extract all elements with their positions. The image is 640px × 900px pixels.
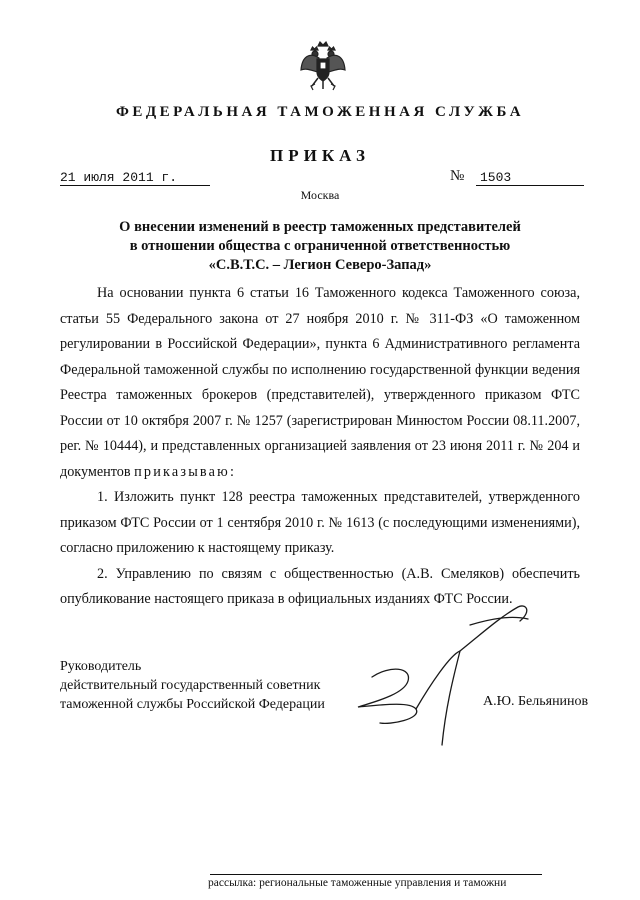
signatory-position	[60, 657, 325, 714]
paragraph-item-1: 1. Изложить пункт 128 реестра таможенных представителей, утвержденного приказом ФТС России от 1 сентября 2010 г. № 1613 (с последующими изменениями), согласно приложению к настоящему приказу.	[60, 489, 580, 556]
distribution-note: рассылка: региональные таможенные управления и таможни	[208, 877, 507, 889]
title-line-1: О внесении изменений в реестр таможенных представителей	[119, 219, 521, 235]
issue-city: Москва	[300, 188, 340, 202]
signatory-name: А.Ю. Бельянинов	[483, 694, 589, 709]
paragraph-basis-text: На основании пункта 6 статьи 16 Таможенного кодекса Таможенного союза, статьи 55 Федерального закона от 27 ноября 2010 г. № 311-ФЗ «О таможенном регулировании в Российской Федерации», пункта 6 Административного регламента Федеральной таможенной службы по исполнению государственной функции ведения Реестра таможенных брокеров (представителей), утвержденного приказом ФТС России от 10 октября 2007 г. № 1257 (зарегистрирован Минюстом России 08.11.2007, рег. № 10444), и представленных организацией заявления от 23 июня 2011 г. № 204 и документов	[60, 285, 580, 480]
order-keyword: приказываю:	[134, 463, 237, 480]
number-sign: №	[450, 168, 465, 184]
coat-of-arms-icon	[298, 40, 348, 92]
paragraph-item-2: 2. Управлению по связям с общественностью (А.В. Смеляков) обеспечить опубликование настоящего приказа в официальных изданиях ФТС России.	[60, 565, 580, 607]
agency-name: ФЕДЕРАЛЬНАЯ ТАМОЖЕННАЯ СЛУЖБА	[115, 104, 525, 120]
order-number: 1503	[476, 170, 584, 186]
signatory-line-1: Руководитель	[60, 659, 142, 674]
footer-divider	[210, 874, 542, 875]
title-line-2: в отношении общества с ограниченной ответственностью	[129, 238, 511, 254]
paragraph-basis	[60, 281, 580, 485]
document-title	[0, 218, 640, 275]
handwritten-signature	[350, 585, 540, 755]
signatory-line-2: действительный государственный советник	[60, 678, 321, 693]
title-line-3: «С.В.Т.С. – Легион Северо-Запад»	[208, 257, 432, 273]
document-body	[60, 281, 580, 613]
document-type: ПРИКАЗ	[270, 146, 370, 165]
signatory-line-3: таможенной службы Российской Федерации	[60, 697, 325, 712]
order-date: 21 июля 2011 г.	[60, 170, 210, 186]
